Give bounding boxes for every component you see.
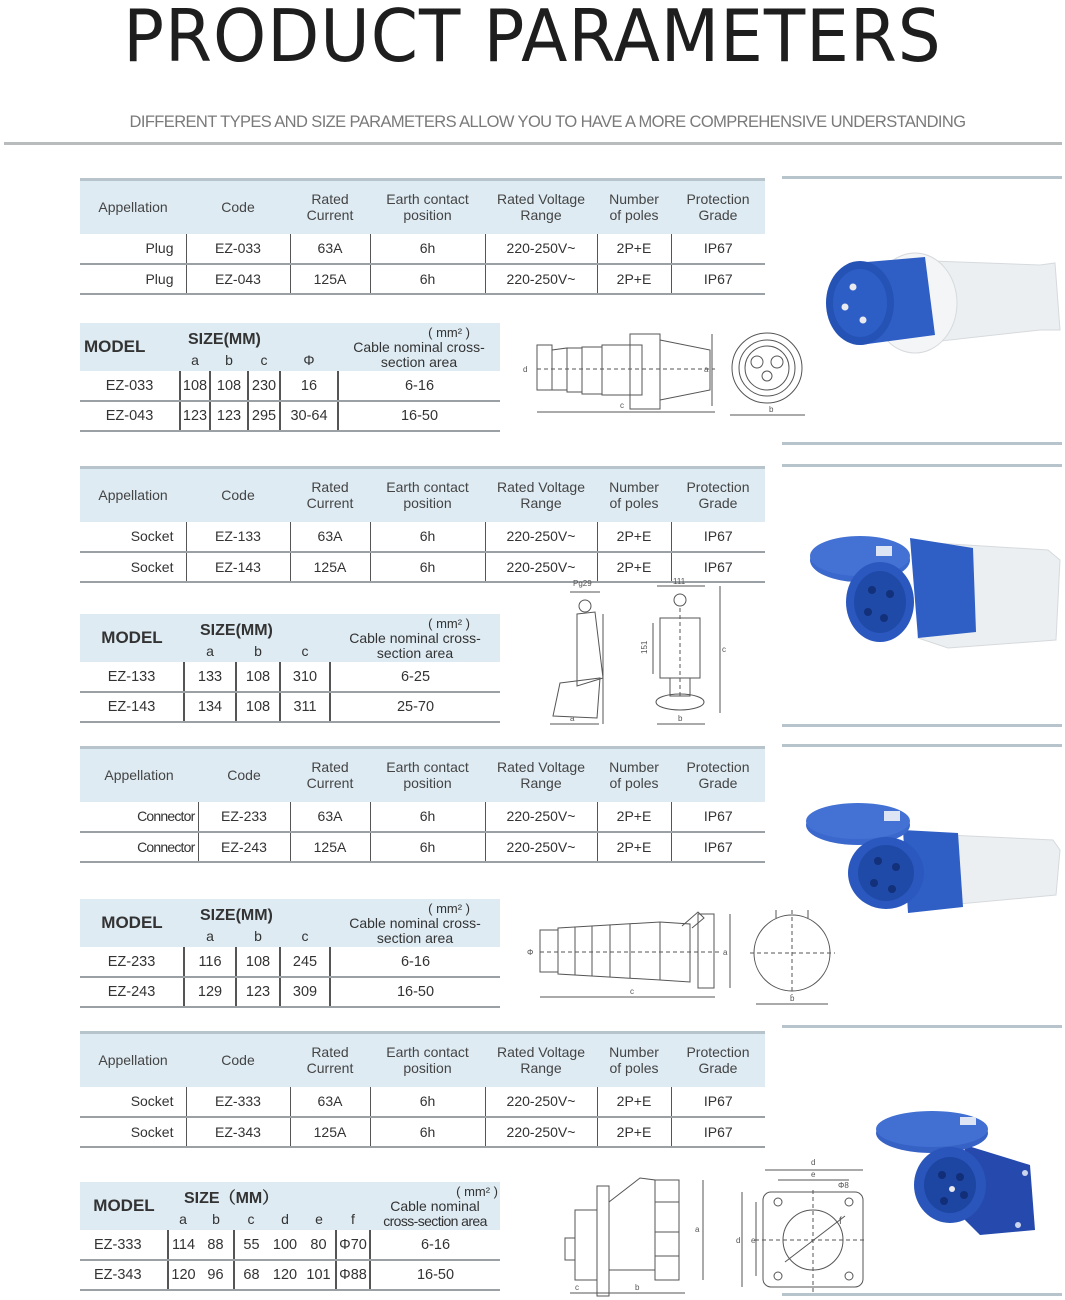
col-model: MODEL	[80, 614, 184, 662]
table-row	[80, 371, 500, 401]
cell-d: 100	[268, 1230, 302, 1260]
cell-b: 108	[210, 371, 248, 401]
cell-cable: 16-50	[330, 977, 500, 1007]
col-b: b	[210, 349, 248, 371]
col-grade: Protection Grade	[671, 180, 765, 234]
svg-text:a: a	[704, 365, 709, 374]
svg-text:a: a	[723, 948, 728, 957]
table-header-row	[80, 748, 765, 802]
svg-text:e: e	[751, 1236, 756, 1245]
svg-text:c: c	[575, 1283, 579, 1292]
col-earth-contact: Earth contact position	[370, 468, 485, 522]
table-row	[80, 552, 765, 582]
cell-earth: 6h	[370, 1087, 485, 1117]
col-appellation: Appellation	[80, 180, 186, 234]
size-table-plug	[80, 323, 500, 432]
col-c: c	[234, 1208, 268, 1230]
col-grade: Protection Grade	[671, 748, 765, 802]
size-table-connector	[80, 899, 500, 1008]
size-table-panel-socket	[80, 1182, 500, 1291]
cell-appellation: Plug	[80, 264, 186, 294]
table-row	[80, 662, 500, 692]
cell-phi: 30-64	[280, 401, 338, 431]
divider	[782, 1293, 1062, 1296]
cell-appellation: Connector	[80, 832, 198, 862]
table-row	[80, 832, 765, 862]
svg-text:d: d	[736, 1236, 741, 1245]
table-row	[80, 1260, 500, 1290]
cell-earth: 6h	[370, 1117, 485, 1147]
cell-voltage: 220-250V~	[485, 802, 597, 832]
cell-poles: 2P+E	[597, 802, 671, 832]
svg-text:a: a	[570, 714, 575, 723]
cell-poles: 2P+E	[597, 234, 671, 264]
cell-model: EZ-043	[80, 401, 180, 431]
col-cable-area: ( mm² ) Cable nominal cross- section area	[338, 323, 500, 371]
spec-table-plug	[80, 178, 765, 295]
cell-cable: 16-50	[338, 401, 500, 431]
panel-socket-technical-drawing	[555, 1150, 865, 1300]
col-c: c	[248, 349, 280, 371]
col-poles: Number of poles	[597, 468, 671, 522]
socket-wall-product-photo	[798, 520, 1063, 660]
divider	[782, 464, 1062, 467]
cell-code: EZ-033	[186, 234, 290, 264]
cell-code: EZ-243	[198, 832, 290, 862]
cell-current: 63A	[290, 522, 370, 552]
col-a: a	[184, 640, 236, 662]
table-row	[80, 264, 765, 294]
cell-code: EZ-133	[186, 522, 290, 552]
table-row	[80, 947, 500, 977]
cell-a: 123	[180, 401, 210, 431]
spec-table-connector	[80, 746, 765, 863]
col-size: SIZE(MM)	[184, 614, 330, 640]
cell-appellation: Socket	[80, 1087, 186, 1117]
col-b: b	[236, 925, 280, 947]
cell-earth: 6h	[370, 522, 485, 552]
divider	[782, 744, 1062, 747]
cell-code: EZ-143	[186, 552, 290, 582]
cell-c: 311	[280, 692, 330, 722]
col-poles: Number of poles	[597, 748, 671, 802]
cell-model: EZ-133	[80, 662, 184, 692]
col-size: SIZE（MM）	[168, 1182, 336, 1208]
cell-cable: 6-16	[370, 1230, 500, 1260]
cell-model: EZ-243	[80, 977, 184, 1007]
cell-poles: 2P+E	[597, 552, 671, 582]
col-voltage: Rated Voltage Range	[485, 748, 597, 802]
cell-b: 108	[236, 662, 280, 692]
cell-cable: 6-16	[330, 947, 500, 977]
col-a: a	[168, 1208, 198, 1230]
col-poles: Number of poles	[597, 180, 671, 234]
cell-cable: 6-25	[330, 662, 500, 692]
cell-voltage: 220-250V~	[485, 552, 597, 582]
col-voltage: Rated Voltage Range	[485, 468, 597, 522]
table-header-row	[80, 323, 500, 349]
table-row	[80, 1117, 765, 1147]
col-earth-contact: Earth contact position	[370, 748, 485, 802]
col-a: a	[180, 349, 210, 371]
table-header-row	[80, 614, 500, 640]
cell-c: 310	[280, 662, 330, 692]
table-header-row	[80, 899, 500, 925]
plug-technical-drawing	[515, 320, 815, 420]
svg-text:c: c	[630, 987, 634, 996]
cell-c: 295	[248, 401, 280, 431]
col-b: b	[198, 1208, 234, 1230]
divider	[782, 442, 1062, 445]
col-rated-current: Rated Current	[290, 1033, 370, 1087]
svg-text:b: b	[790, 994, 795, 1003]
divider	[782, 1025, 1062, 1028]
cell-c: 55	[234, 1230, 268, 1260]
connector-technical-drawing	[520, 900, 840, 1010]
cell-appellation: Plug	[80, 234, 186, 264]
col-grade: Protection Grade	[671, 1033, 765, 1087]
cell-poles: 2P+E	[597, 264, 671, 294]
cell-a: 129	[184, 977, 236, 1007]
panel-socket-product-photo	[870, 1105, 1060, 1245]
cell-poles: 2P+E	[597, 522, 671, 552]
cell-earth: 6h	[370, 552, 485, 582]
cell-grade: IP67	[671, 552, 765, 582]
col-size: SIZE(MM)	[180, 323, 338, 349]
col-appellation: Appellation	[80, 1033, 186, 1087]
cell-a: 114	[168, 1230, 198, 1260]
cell-code: EZ-043	[186, 264, 290, 294]
col-appellation: Appellation	[80, 748, 198, 802]
col-voltage: Rated Voltage Range	[485, 180, 597, 234]
cell-c: 309	[280, 977, 330, 1007]
cell-b: 88	[198, 1230, 234, 1260]
cell-b: 96	[198, 1260, 234, 1290]
table-row	[80, 522, 765, 552]
table-header-row	[80, 180, 765, 234]
page-subtitle: DIFFERENT TYPES AND SIZE PARAMETERS ALLOW YOU TO HAVE A MORE COMPREHENSIVE UNDERSTANDING	[129, 113, 966, 131]
cell-code: EZ-233	[198, 802, 290, 832]
cell-poles: 2P+E	[597, 1087, 671, 1117]
cell-grade: IP67	[671, 264, 765, 294]
col-cable-area: ( mm² ) Cable nominal cross-section area	[370, 1182, 500, 1230]
cell-phi: 16	[280, 371, 338, 401]
cell-model: EZ-033	[80, 371, 180, 401]
cell-current: 125A	[290, 1117, 370, 1147]
cell-current: 63A	[290, 1087, 370, 1117]
cell-voltage: 220-250V~	[485, 264, 597, 294]
svg-text:f: f	[839, 1216, 842, 1227]
table-header-row	[80, 1182, 500, 1208]
cell-cable: 25-70	[330, 692, 500, 722]
spec-table-socket	[80, 466, 765, 583]
cell-grade: IP67	[671, 1087, 765, 1117]
col-code: Code	[186, 180, 290, 234]
col-cable-area: ( mm² ) Cable nominal cross- section area	[330, 899, 500, 947]
cell-grade: IP67	[671, 234, 765, 264]
cell-poles: 2P+E	[597, 832, 671, 862]
divider	[782, 724, 1062, 727]
cell-grade: IP67	[671, 802, 765, 832]
svg-text:a: a	[695, 1225, 700, 1234]
cell-c: 245	[280, 947, 330, 977]
col-poles: Number of poles	[597, 1033, 671, 1087]
col-f: f	[336, 1182, 370, 1230]
col-e: e	[302, 1208, 336, 1230]
cell-current: 125A	[290, 832, 370, 862]
cell-voltage: 220-250V~	[485, 832, 597, 862]
svg-text:d: d	[523, 365, 528, 374]
svg-text:b: b	[635, 1283, 640, 1292]
col-earth-contact: Earth contact position	[370, 180, 485, 234]
page-title: PRODUCT PARAMETERS	[123, 0, 942, 78]
cell-grade: IP67	[671, 522, 765, 552]
cell-f: Φ70	[336, 1230, 370, 1260]
col-phi: Φ	[280, 349, 338, 371]
col-c: c	[280, 925, 330, 947]
cell-poles: 2P+E	[597, 1117, 671, 1147]
cell-model: EZ-233	[80, 947, 184, 977]
table-row	[80, 1087, 765, 1117]
col-rated-current: Rated Current	[290, 180, 370, 234]
col-voltage: Rated Voltage Range	[485, 1033, 597, 1087]
col-rated-current: Rated Current	[290, 748, 370, 802]
cell-model: EZ-333	[80, 1230, 168, 1260]
cell-current: 125A	[290, 264, 370, 294]
svg-text:b: b	[769, 405, 774, 414]
cell-model: EZ-143	[80, 692, 184, 722]
spec-table-panel-socket	[80, 1031, 765, 1148]
cell-earth: 6h	[370, 264, 485, 294]
cell-c: 230	[248, 371, 280, 401]
col-model: MODEL	[80, 899, 184, 947]
col-a: a	[184, 925, 236, 947]
size-table-socket	[80, 614, 500, 723]
cell-voltage: 220-250V~	[485, 1117, 597, 1147]
col-size: SIZE(MM)	[184, 899, 330, 925]
cell-d: 120	[268, 1260, 302, 1290]
cell-grade: IP67	[671, 832, 765, 862]
col-model: MODEL	[80, 1182, 168, 1230]
svg-text:e: e	[811, 1170, 816, 1179]
socket-wall-technical-drawing	[515, 578, 735, 728]
col-d: d	[268, 1208, 302, 1230]
cell-voltage: 220-250V~	[485, 234, 597, 264]
cell-voltage: 220-250V~	[485, 522, 597, 552]
cell-b: 123	[210, 401, 248, 431]
cell-code: EZ-333	[186, 1087, 290, 1117]
cell-appellation: Socket	[80, 522, 186, 552]
cell-a: 116	[184, 947, 236, 977]
col-b: b	[236, 640, 280, 662]
cell-e: 101	[302, 1260, 336, 1290]
svg-text:Φ8: Φ8	[838, 1181, 849, 1190]
table-row	[80, 692, 500, 722]
connector-product-photo	[798, 795, 1063, 915]
col-rated-current: Rated Current	[290, 468, 370, 522]
col-c: c	[280, 640, 330, 662]
cell-current: 125A	[290, 552, 370, 582]
cell-earth: 6h	[370, 234, 485, 264]
svg-text:111: 111	[673, 578, 686, 586]
cell-appellation: Connector	[80, 802, 198, 832]
table-row	[80, 802, 765, 832]
cell-model: EZ-343	[80, 1260, 168, 1290]
cell-a: 134	[184, 692, 236, 722]
col-appellation: Appellation	[80, 468, 186, 522]
svg-text:b: b	[678, 714, 683, 723]
cell-b: 123	[236, 977, 280, 1007]
col-code: Code	[186, 1033, 290, 1087]
cell-a: 133	[184, 662, 236, 692]
cell-cable: 6-16	[338, 371, 500, 401]
table-row	[80, 977, 500, 1007]
col-grade: Protection Grade	[671, 468, 765, 522]
plug-product-photo	[815, 235, 1065, 365]
cell-earth: 6h	[370, 832, 485, 862]
table-header-row	[80, 1033, 765, 1087]
col-earth-contact: Earth contact position	[370, 1033, 485, 1087]
cell-b: 108	[236, 692, 280, 722]
col-cable-area: ( mm² ) Cable nominal cross- section area	[330, 614, 500, 662]
svg-text:Pg29: Pg29	[573, 579, 592, 588]
table-header-row	[80, 468, 765, 522]
cell-c: 68	[234, 1260, 268, 1290]
cell-current: 63A	[290, 802, 370, 832]
cell-a: 108	[180, 371, 210, 401]
cell-appellation: Socket	[80, 552, 186, 582]
table-row	[80, 1230, 500, 1260]
col-code: Code	[198, 748, 290, 802]
svg-text:d: d	[811, 1158, 816, 1167]
svg-text:c: c	[722, 645, 726, 654]
cell-cable: 16-50	[370, 1260, 500, 1290]
cell-e: 80	[302, 1230, 336, 1260]
divider	[4, 142, 1062, 145]
cell-b: 108	[236, 947, 280, 977]
cell-current: 63A	[290, 234, 370, 264]
cell-appellation: Socket	[80, 1117, 186, 1147]
svg-text:c: c	[620, 401, 624, 410]
svg-text:Φ: Φ	[527, 948, 534, 957]
table-row	[80, 234, 765, 264]
cell-voltage: 220-250V~	[485, 1087, 597, 1117]
col-model: MODEL	[80, 323, 180, 371]
cell-grade: IP67	[671, 1117, 765, 1147]
divider	[782, 176, 1062, 179]
cell-code: EZ-343	[186, 1117, 290, 1147]
table-row	[80, 401, 500, 431]
cell-a: 120	[168, 1260, 198, 1290]
col-code: Code	[186, 468, 290, 522]
cell-earth: 6h	[370, 802, 485, 832]
cell-f: Φ88	[336, 1260, 370, 1290]
svg-text:151: 151	[640, 640, 649, 654]
